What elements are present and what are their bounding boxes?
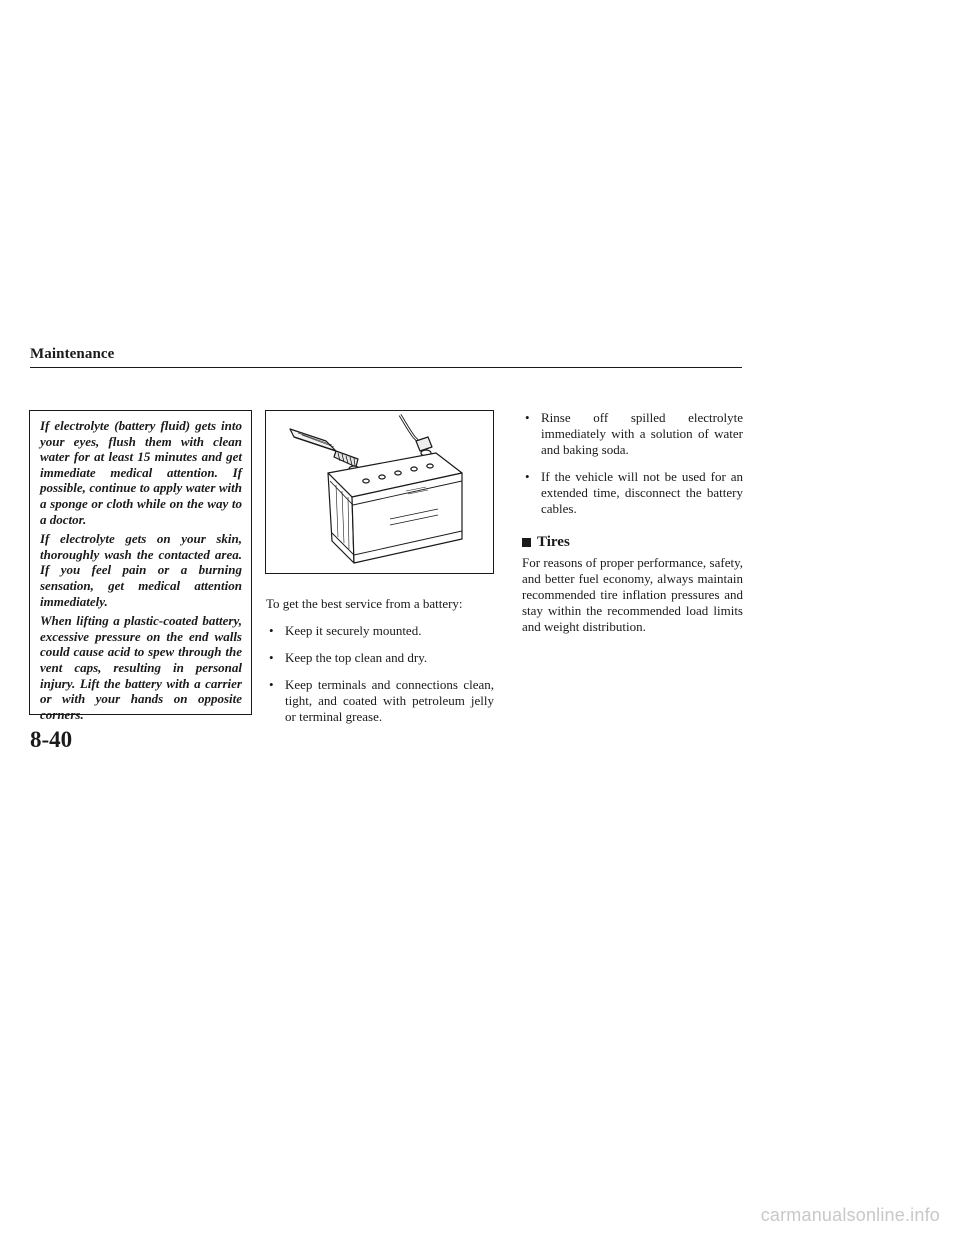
- list-item-text: Rinse off spilled electrolyte immediately with a solution of water and baking soda.: [541, 410, 743, 457]
- battery-figure: [265, 410, 494, 574]
- warning-paragraph: If electrolyte (battery fluid) gets into your eyes, flush them with clean water for at least 15 minutes and get immediate medical attention. If possible, continue to apply water with a sponge or cloth while on the way to a doctor.: [40, 418, 242, 527]
- page-number: 8-40: [30, 727, 73, 752]
- tires-heading: [522, 534, 743, 550]
- list-item: [266, 623, 494, 639]
- list-item-text: Keep the top clean and dry.: [285, 650, 428, 665]
- list-item: [522, 410, 743, 458]
- bullet-icon: •: [525, 469, 530, 484]
- list-item-text: Keep terminals and connections clean, tight, and coated with petroleum jelly or terminal grease.: [285, 677, 494, 724]
- list-item-text: Keep it securely mounted.: [285, 623, 422, 638]
- tires-heading-text: Tires: [537, 534, 570, 550]
- list-item: [266, 650, 494, 666]
- warning-paragraph: When lifting a plastic-coated battery, excessive pressure on the end walls could cause acid to spew through the vent caps, resulting in personal injury. Lift the battery with a carrier or with your hands on opposite corners.: [40, 613, 242, 722]
- list-item: [522, 469, 743, 517]
- warning-box: [29, 410, 252, 722]
- watermark: carmanualsonline.info: [760, 1205, 940, 1225]
- bullet-icon: •: [269, 623, 274, 638]
- tires-body: For reasons of proper performance, safety, and better fuel economy, always maintain recommended tire inflation pressures and stay within the recommended load limits and weight distribution.: [522, 555, 743, 634]
- bullet-icon: •: [269, 677, 274, 692]
- bullet-icon: •: [269, 650, 274, 665]
- bullet-icon: •: [525, 410, 530, 425]
- header-rule: [30, 367, 742, 368]
- section-header: Maintenance: [30, 346, 115, 362]
- warning-paragraph: If electrolyte gets on your skin, thoroughly wash the contacted area. If you feel pain or a burning sensation, get medical attention immediately.: [40, 531, 242, 609]
- list-item: [266, 677, 494, 725]
- intro-text: To get the best service from a battery:: [266, 596, 463, 611]
- battery-illustration-icon: [266, 411, 493, 573]
- list-item-text: If the vehicle will not be used for an extended time, disconnect the battery cables.: [541, 469, 743, 516]
- middle-column: [266, 596, 494, 736]
- right-column: [522, 410, 743, 635]
- square-bullet-icon: [522, 538, 531, 547]
